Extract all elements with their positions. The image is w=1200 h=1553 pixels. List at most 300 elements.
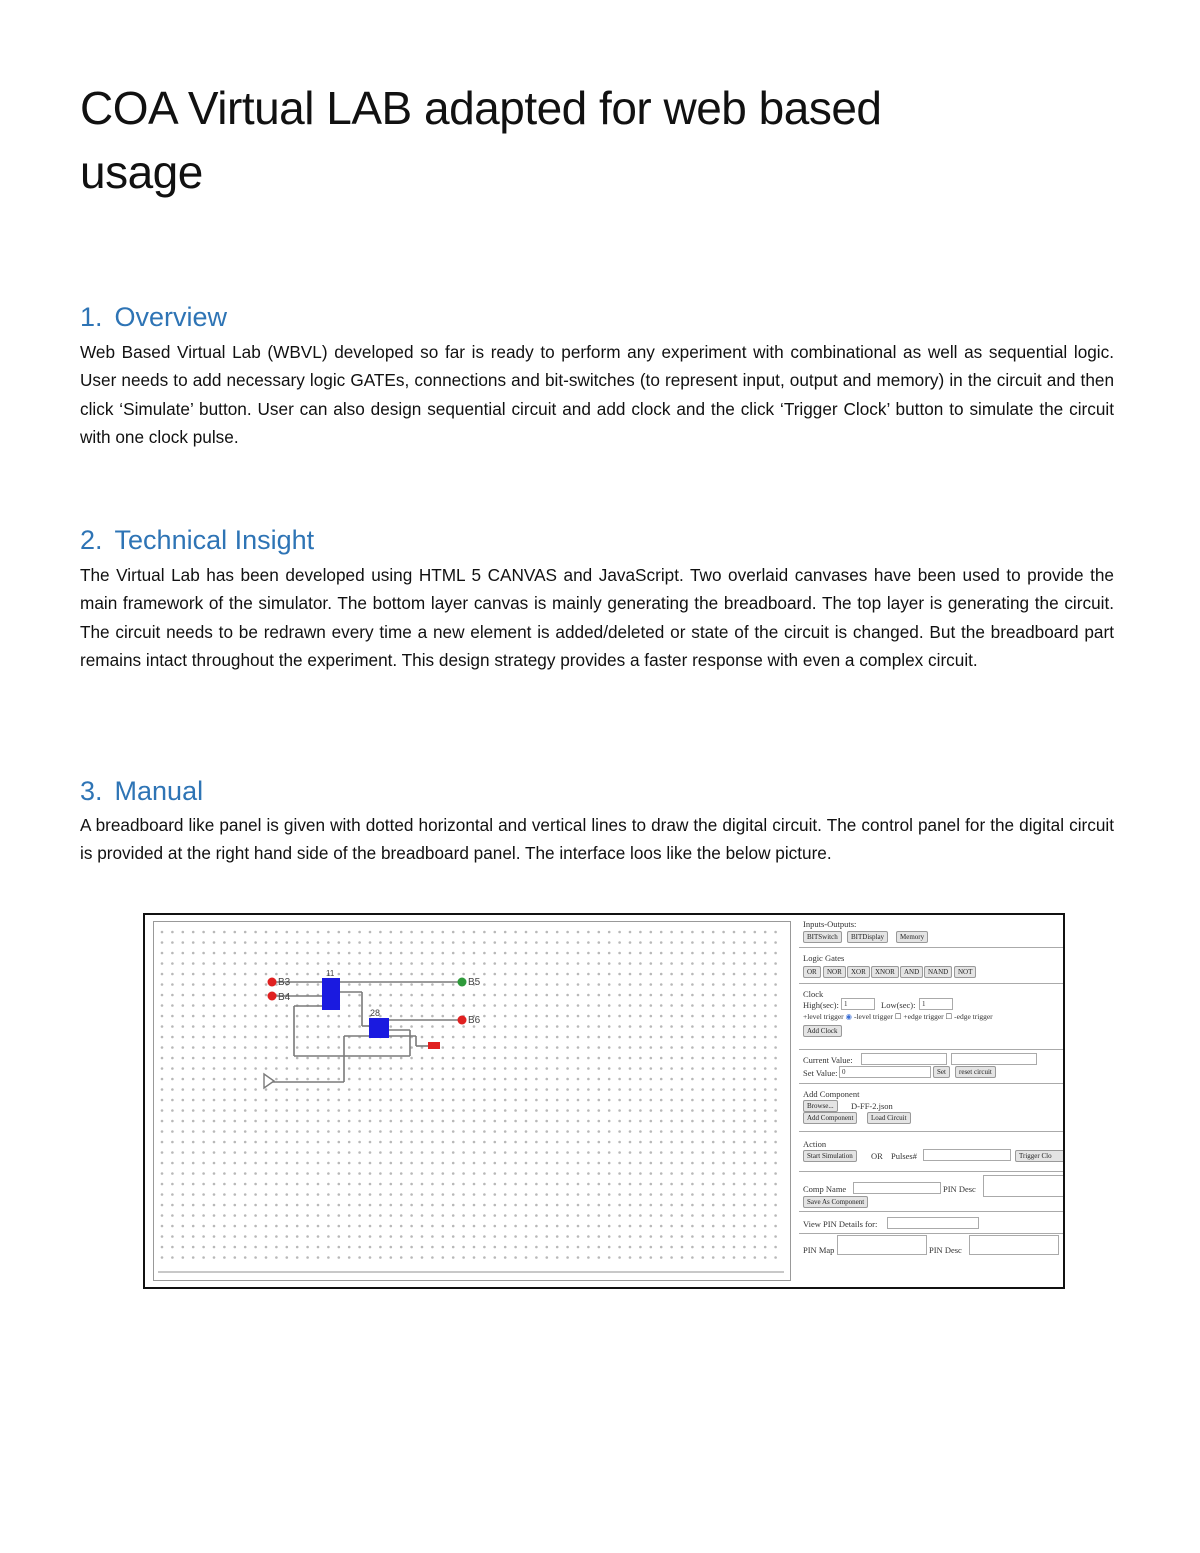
breadboard-dot	[650, 1099, 653, 1102]
breadboard-dot	[400, 1099, 403, 1102]
breadboard-dot	[733, 1235, 736, 1238]
breadboard-dot	[514, 1099, 517, 1102]
breadboard-dot	[192, 1036, 195, 1039]
breadboard-dot	[494, 1078, 497, 1081]
breadboard-dot	[566, 973, 569, 976]
breadboard-dot	[608, 1130, 611, 1133]
breadboard-dot	[442, 962, 445, 965]
breadboard-dot	[743, 1036, 746, 1039]
breadboard-dot	[348, 1078, 351, 1081]
breadboard-dot	[702, 952, 705, 955]
breadboard-dot	[587, 1130, 590, 1133]
breadboard-dot	[629, 983, 632, 986]
breadboard-dot	[681, 1130, 684, 1133]
breadboard-dot	[390, 1046, 393, 1049]
breadboard-dot	[286, 1088, 289, 1091]
breadboard-dot	[265, 1225, 268, 1228]
breadboard-dot	[764, 952, 767, 955]
load-circuit-button[interactable]: Load Circuit	[867, 1112, 911, 1124]
breadboard-dot	[566, 1067, 569, 1070]
bit-display-b6[interactable]	[458, 1016, 467, 1025]
breadboard-dot	[774, 1151, 777, 1154]
breadboard-dot	[369, 1162, 372, 1165]
breadboard-dot	[691, 1046, 694, 1049]
breadboard-dot	[566, 1172, 569, 1175]
breadboard-dot	[223, 1225, 226, 1228]
breadboard-dot	[733, 1109, 736, 1112]
breadboard-dot	[202, 1162, 205, 1165]
not-gate-button[interactable]: NOT	[954, 966, 976, 978]
breadboard-dot	[462, 1078, 465, 1081]
breadboard-dot	[733, 994, 736, 997]
breadboard-dot	[192, 962, 195, 965]
breadboard-dot	[171, 994, 174, 997]
breadboard-dot	[660, 1172, 663, 1175]
breadboard-dot	[566, 1235, 569, 1238]
breadboard-dot	[202, 1141, 205, 1144]
breadboard-dot	[608, 1015, 611, 1018]
breadboard-dot	[504, 1151, 507, 1154]
breadboard-dot	[171, 1130, 174, 1133]
breadboard-dot	[525, 1204, 528, 1207]
breadboard-dot	[587, 1204, 590, 1207]
breadboard-dot	[556, 1193, 559, 1196]
breadboard-dot	[286, 1036, 289, 1039]
xor-gate-button[interactable]: XOR	[847, 966, 870, 978]
pin-map-textarea[interactable]	[837, 1235, 927, 1255]
breadboard-dot	[535, 983, 538, 986]
bitswitch-button[interactable]: BITSwitch	[803, 931, 842, 943]
breadboard-dot	[483, 1172, 486, 1175]
breadboard-dot	[358, 962, 361, 965]
view-pin-section	[799, 1211, 1063, 1234]
breadboard-dot	[556, 1057, 559, 1060]
breadboard-dot	[400, 1172, 403, 1175]
breadboard-dot	[317, 1214, 320, 1217]
breadboard-dot	[213, 1246, 216, 1249]
breadboard-dot	[390, 1130, 393, 1133]
breadboard-dot	[650, 1067, 653, 1070]
breadboard-dot	[223, 1078, 226, 1081]
breadboard-dot	[743, 1235, 746, 1238]
breadboard-dot	[764, 1046, 767, 1049]
breadboard-dot	[421, 1109, 424, 1112]
breadboard-dot	[660, 1025, 663, 1028]
breadboard-dot	[421, 1130, 424, 1133]
breadboard-dot	[348, 1015, 351, 1018]
breadboard-dot	[618, 962, 621, 965]
breadboard-dot	[514, 931, 517, 934]
breadboard-dot	[774, 1025, 777, 1028]
breadboard-dot	[681, 1109, 684, 1112]
breadboard-dot	[182, 1046, 185, 1049]
breadboard-dot	[296, 931, 299, 934]
breadboard-dot	[566, 1109, 569, 1112]
breadboard-dot	[514, 1225, 517, 1228]
breadboard-dot	[286, 1225, 289, 1228]
breadboard-dot	[774, 1162, 777, 1165]
breadboard-dot	[161, 1141, 164, 1144]
breadboard-dot	[317, 973, 320, 976]
bit-display-b5[interactable]	[458, 978, 467, 987]
breadboard-dot	[348, 1057, 351, 1060]
breadboard-dot	[275, 1204, 278, 1207]
breadboard-dot	[348, 931, 351, 934]
breadboard-dot	[431, 1130, 434, 1133]
checkbox-icon[interactable]: ☐	[894, 1012, 902, 1021]
or-gate-button[interactable]: OR	[803, 966, 821, 978]
breadboard-dot	[296, 1225, 299, 1228]
breadboard-dot	[639, 983, 642, 986]
flip-flop-block[interactable]	[369, 1018, 389, 1038]
breadboard-dot	[691, 1004, 694, 1007]
breadboard-dot	[171, 1004, 174, 1007]
breadboard-dot	[296, 1078, 299, 1081]
breadboard-dot	[494, 1025, 497, 1028]
breadboard-dot	[608, 1214, 611, 1217]
breadboard-dot	[608, 1204, 611, 1207]
breadboard-dot	[525, 1183, 528, 1186]
checkbox-icon[interactable]: ☐	[945, 1012, 953, 1021]
add-component-button[interactable]: Add Component	[803, 1112, 857, 1124]
current-value-extra-input[interactable]	[951, 1053, 1037, 1065]
breadboard-dot	[317, 1057, 320, 1060]
breadboard-dot	[431, 1246, 434, 1249]
breadboard-dot	[535, 1225, 538, 1228]
breadboard-dot	[639, 1109, 642, 1112]
breadboard-dot	[494, 952, 497, 955]
breadboard-dot	[629, 973, 632, 976]
breadboard-dot	[442, 983, 445, 986]
breadboard-dot	[702, 1193, 705, 1196]
breadboard-dot	[712, 962, 715, 965]
breadboard-dot	[546, 1088, 549, 1091]
breadboard-dot	[733, 1025, 736, 1028]
breadboard-dot	[213, 962, 216, 965]
breadboard-dot	[171, 1025, 174, 1028]
save-as-component-button[interactable]: Save As Component	[803, 1196, 868, 1208]
breadboard-dot	[431, 1109, 434, 1112]
breadboard-dot	[566, 1130, 569, 1133]
breadboard-dot	[514, 983, 517, 986]
breadboard-dot	[650, 1025, 653, 1028]
section-title: Technical Insight	[114, 525, 315, 555]
breadboard-dot	[754, 1109, 757, 1112]
breadboard-dot	[681, 1025, 684, 1028]
logic-gate-block[interactable]	[322, 978, 340, 1010]
breadboard-dot	[754, 1036, 757, 1039]
breadboard-dot	[296, 1025, 299, 1028]
breadboard-dot	[629, 1015, 632, 1018]
breadboard-dot	[379, 1235, 382, 1238]
breadboard-dot	[546, 1015, 549, 1018]
breadboard-dot	[410, 952, 413, 955]
trigger-clock-button[interactable]: Trigger Clo	[1015, 1150, 1065, 1162]
breadboard-dot	[639, 1172, 642, 1175]
breadboard-dot	[317, 962, 320, 965]
breadboard-dot	[244, 1004, 247, 1007]
label-b4: B4	[278, 992, 291, 1003]
low-sec-input[interactable]: 1	[919, 998, 953, 1010]
breadboard-dot	[473, 1162, 476, 1165]
breadboard-dot	[660, 1120, 663, 1123]
bitdisplay-button[interactable]: BITDisplay	[847, 931, 888, 943]
breadboard-dot	[390, 1057, 393, 1060]
breadboard-dot	[764, 1141, 767, 1144]
breadboard-dot	[171, 973, 174, 976]
breadboard-dot	[358, 1151, 361, 1154]
breadboard-dot	[192, 1235, 195, 1238]
pin-desc2-textarea[interactable]	[969, 1235, 1059, 1255]
breadboard-dot	[514, 941, 517, 944]
breadboard-dot	[494, 1235, 497, 1238]
breadboard-dot	[494, 973, 497, 976]
breadboard-dot	[483, 1067, 486, 1070]
breadboard-dot	[161, 973, 164, 976]
breadboard-dot	[629, 1046, 632, 1049]
breadboard-dot	[535, 1015, 538, 1018]
breadboard-dot	[244, 1235, 247, 1238]
breadboard-dot	[442, 1088, 445, 1091]
breadboard-dot	[306, 1172, 309, 1175]
breadboard-dot	[608, 1256, 611, 1259]
breadboard-dot	[618, 994, 621, 997]
bit-switch-b3[interactable]	[268, 978, 277, 987]
breadboard-dot	[244, 1256, 247, 1259]
pin-desc-textarea[interactable]	[983, 1175, 1065, 1197]
breadboard-dot	[410, 1025, 413, 1028]
breadboard-dot	[566, 1120, 569, 1123]
breadboard-dot	[556, 1099, 559, 1102]
breadboard-dot	[556, 1214, 559, 1217]
breadboard-dot	[743, 1204, 746, 1207]
breadboard-dot	[577, 1057, 580, 1060]
breadboard-dot	[161, 1078, 164, 1081]
label-component-28: 28	[370, 1008, 381, 1018]
memory-button[interactable]: Memory	[896, 931, 928, 943]
current-value-input[interactable]	[861, 1053, 947, 1065]
breadboard-dot	[535, 1120, 538, 1123]
breadboard-dot	[587, 1078, 590, 1081]
breadboard-dot	[577, 1046, 580, 1049]
breadboard-dot	[691, 994, 694, 997]
breadboard-dot	[223, 1036, 226, 1039]
set-button[interactable]: Set	[933, 1066, 950, 1078]
breadboard-dot	[764, 1235, 767, 1238]
breadboard-dot	[213, 1120, 216, 1123]
breadboard-dot	[608, 1099, 611, 1102]
pulses-input[interactable]	[923, 1149, 1011, 1161]
breadboard-dot	[670, 1057, 673, 1060]
breadboard-dot	[462, 1036, 465, 1039]
breadboard-dot	[639, 1046, 642, 1049]
breadboard-dot	[462, 1151, 465, 1154]
comp-name-input[interactable]	[853, 1182, 941, 1194]
breadboard-dot	[546, 962, 549, 965]
breadboard-dot	[410, 1057, 413, 1060]
breadboard-dot	[473, 994, 476, 997]
breadboard-dot	[390, 1067, 393, 1070]
breadboard-dot	[265, 1025, 268, 1028]
breadboard-dot	[535, 1162, 538, 1165]
breadboard-dot	[556, 1004, 559, 1007]
breadboard-dot	[743, 1141, 746, 1144]
breadboard-dot	[358, 1099, 361, 1102]
breadboard-dot	[670, 1099, 673, 1102]
breadboard-dot	[431, 1214, 434, 1217]
breadboard-dot	[691, 1067, 694, 1070]
breadboard-dot	[650, 1235, 653, 1238]
breadboard-dot	[754, 1057, 757, 1060]
and-gate-button[interactable]: AND	[900, 966, 923, 978]
breadboard-dot	[244, 1204, 247, 1207]
breadboard-dot	[722, 952, 725, 955]
breadboard-dot	[473, 1246, 476, 1249]
breadboard-dot	[410, 1004, 413, 1007]
breadboard-dot	[431, 1015, 434, 1018]
breadboard-dot	[660, 962, 663, 965]
breadboard-dot	[171, 1046, 174, 1049]
breadboard-dot	[421, 1235, 424, 1238]
breadboard-dot	[275, 1036, 278, 1039]
breadboard-dot	[410, 1193, 413, 1196]
breadboard-dot	[317, 1225, 320, 1228]
breadboard-dot	[452, 1088, 455, 1091]
breadboard-dot	[514, 1141, 517, 1144]
breadboard-dot	[670, 1193, 673, 1196]
breadboard-dot	[691, 1183, 694, 1186]
breadboard-dot	[275, 1172, 278, 1175]
breadboard-dot	[202, 1214, 205, 1217]
breadboard-dot	[598, 941, 601, 944]
breadboard-dot	[754, 1256, 757, 1259]
breadboard-dot	[702, 1235, 705, 1238]
breadboard-dot	[608, 1067, 611, 1070]
breadboard-dot	[494, 1088, 497, 1091]
breadboard-dot	[223, 952, 226, 955]
breadboard-dot	[712, 983, 715, 986]
breadboard-dot	[473, 962, 476, 965]
breadboard-dot	[514, 1078, 517, 1081]
breadboard-dot	[535, 1078, 538, 1081]
breadboard-dot	[764, 1036, 767, 1039]
breadboard-dot	[670, 1183, 673, 1186]
breadboard-dot	[566, 952, 569, 955]
breadboard-dot	[161, 1099, 164, 1102]
breadboard-dot	[265, 1130, 268, 1133]
nor-gate-button[interactable]: NOR	[823, 966, 846, 978]
breadboard-dot	[691, 952, 694, 955]
breadboard-dot	[650, 962, 653, 965]
breadboard-dot	[650, 1151, 653, 1154]
set-value-input[interactable]: 0	[839, 1066, 931, 1078]
reset-circuit-button[interactable]: reset circuit	[955, 1066, 996, 1078]
breadboard-dot	[483, 1130, 486, 1133]
breadboard-dot	[182, 1183, 185, 1186]
breadboard-dot	[629, 1099, 632, 1102]
breadboard-dot	[400, 1151, 403, 1154]
browse-button[interactable]: Browse...	[803, 1100, 838, 1112]
breadboard-dot	[546, 1141, 549, 1144]
breadboard-dot	[254, 1088, 257, 1091]
breadboard-dot	[254, 1214, 257, 1217]
breadboard-dot	[161, 1025, 164, 1028]
clock-source-icon[interactable]	[264, 1074, 274, 1088]
breadboard-dot	[514, 1193, 517, 1196]
breadboard-dot	[400, 973, 403, 976]
breadboard-dot	[629, 1057, 632, 1060]
breadboard-dot	[702, 1046, 705, 1049]
breadboard-dot	[161, 1004, 164, 1007]
xnor-gate-button[interactable]: XNOR	[871, 966, 899, 978]
breadboard-dot	[338, 1172, 341, 1175]
breadboard-dot	[442, 1141, 445, 1144]
breadboard-dot	[192, 1057, 195, 1060]
breadboard-dot	[369, 1172, 372, 1175]
breadboard-dot	[431, 1088, 434, 1091]
breadboard-dot	[722, 1067, 725, 1070]
breadboard-dot	[598, 1025, 601, 1028]
breadboard-dot	[660, 994, 663, 997]
breadboard-dot	[670, 1067, 673, 1070]
breadboard-dot	[712, 1204, 715, 1207]
breadboard-dot	[338, 1099, 341, 1102]
breadboard-dot	[774, 1225, 777, 1228]
breadboard-dot	[202, 1183, 205, 1186]
breadboard-dot	[702, 1036, 705, 1039]
breadboard-dot	[681, 1088, 684, 1091]
breadboard-dot	[525, 962, 528, 965]
breadboard-dot	[743, 1046, 746, 1049]
breadboard-dot	[702, 941, 705, 944]
bit-switch-b4[interactable]	[268, 992, 277, 1001]
breadboard-dot	[743, 1057, 746, 1060]
breadboard-dot	[577, 1015, 580, 1018]
breadboard-dot	[182, 1246, 185, 1249]
breadboard-dot	[587, 1025, 590, 1028]
add-clock-button[interactable]: Add Clock	[803, 1025, 842, 1037]
memory-element[interactable]	[428, 1042, 440, 1049]
high-sec-input[interactable]: 1	[841, 998, 875, 1010]
nand-gate-button[interactable]: NAND	[924, 966, 952, 978]
breadboard-dot	[629, 1172, 632, 1175]
breadboard-dot	[442, 1246, 445, 1249]
breadboard-dot	[234, 1046, 237, 1049]
breadboard-dot	[494, 1036, 497, 1039]
breadboard-dot	[514, 1162, 517, 1165]
breadboard-dot	[317, 1046, 320, 1049]
breadboard-dot	[234, 983, 237, 986]
breadboard-dot	[213, 1025, 216, 1028]
breadboard-dot	[369, 1057, 372, 1060]
view-pin-input[interactable]	[887, 1217, 979, 1229]
radio-selected-icon[interactable]: ◉	[845, 1012, 853, 1021]
breadboard-dot	[265, 1246, 268, 1249]
breadboard-dot	[327, 1025, 330, 1028]
breadboard-dot	[202, 962, 205, 965]
breadboard-dot	[494, 1109, 497, 1112]
breadboard-dot	[577, 973, 580, 976]
breadboard-dot	[473, 1141, 476, 1144]
action-section	[799, 1131, 1063, 1172]
start-simulation-button[interactable]: Start Simulation	[803, 1150, 857, 1162]
breadboard-dot	[213, 1193, 216, 1196]
breadboard-dot	[483, 931, 486, 934]
breadboard-dot	[431, 1099, 434, 1102]
breadboard-dot	[556, 1235, 559, 1238]
breadboard-dot	[421, 1004, 424, 1007]
breadboard-dot	[525, 1130, 528, 1133]
